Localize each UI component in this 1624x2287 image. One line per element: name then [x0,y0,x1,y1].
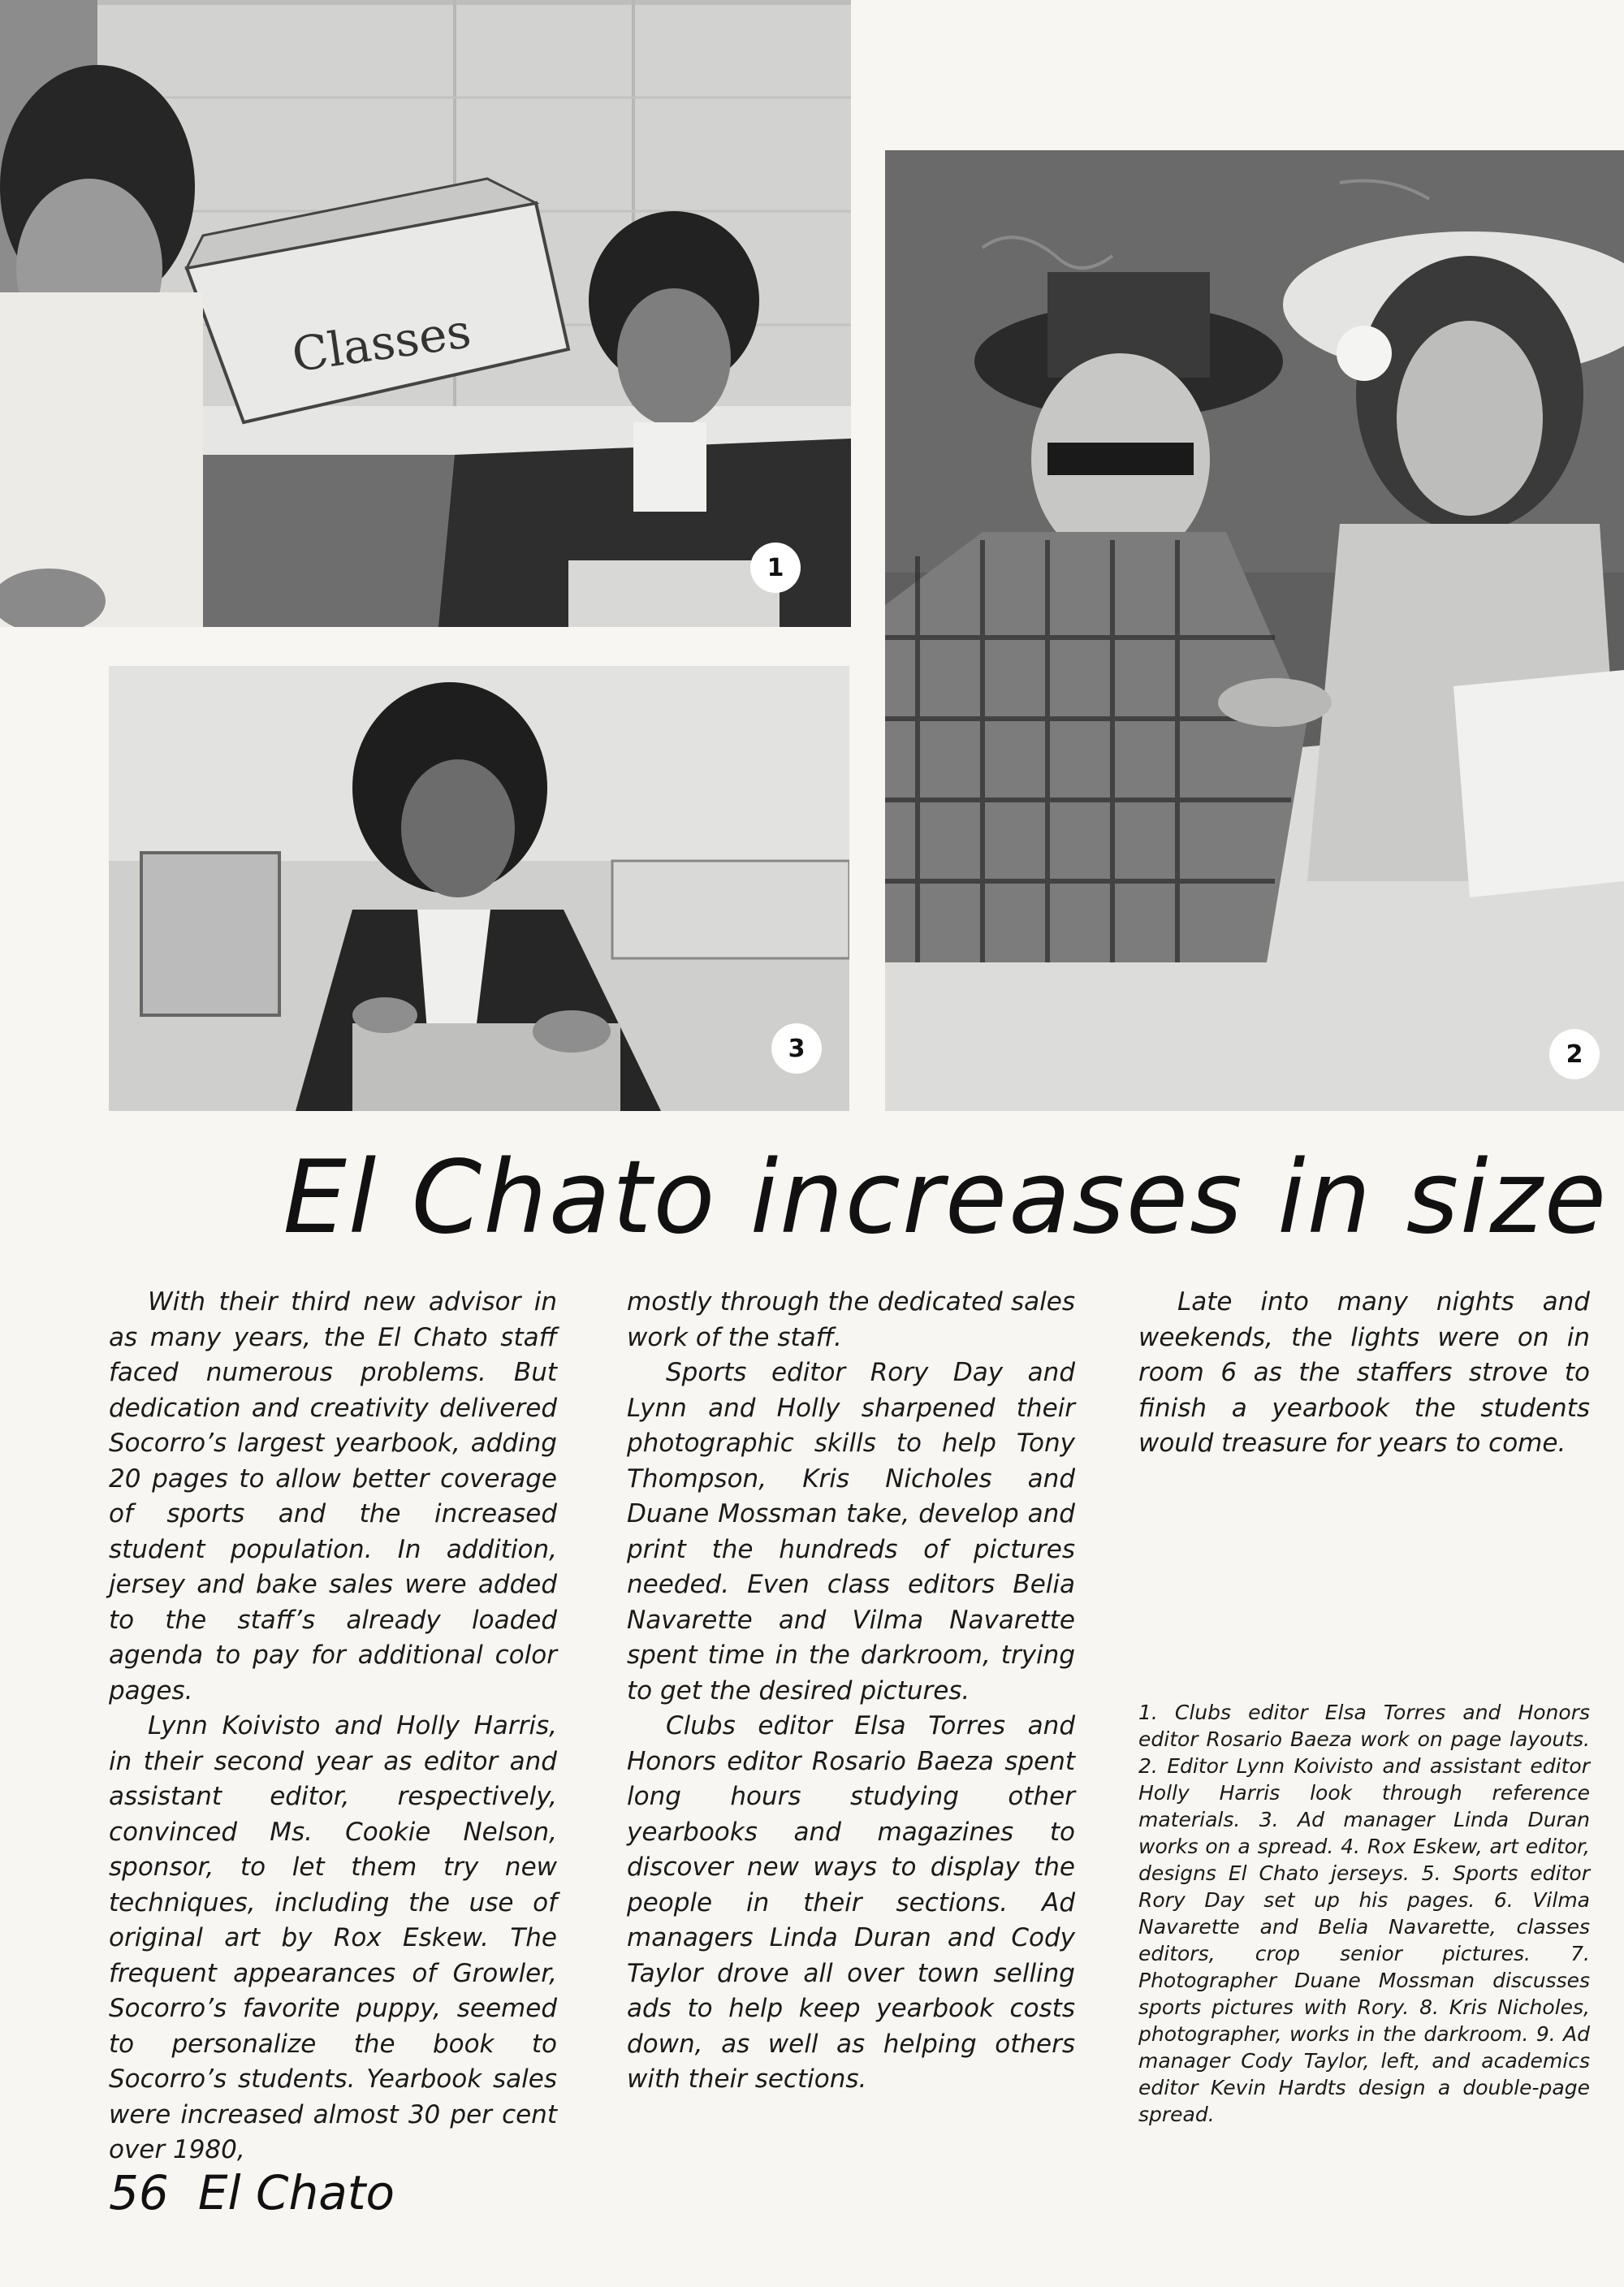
classes-box-label: Classes [288,303,474,383]
headline: El Chato increases in size [283,1139,1608,1256]
photo-2-image [885,150,1624,1111]
article-paragraph: Sports editor Rory Day and Lynn and Holly sharpened their photographic skills to help Tony Thompson, Kris Nicholes and Duane Mossman take, develop and print the hundreds of pictures needed. Even class editors Belia Navarette and Vilma Navarette spent time in the darkroom, trying to get the desired pictures. [627,1358,1075,1706]
photo-1-image [0,0,851,627]
article-paragraph: Late into many nights and weekends, the lights were on in room 6 as the staffers strove to finish a yearbook the students would treasure for years to come. [1138,1287,1590,1458]
article-column-3 [1138,1285,1590,1462]
photo-3-number: 3 [771,1023,822,1074]
photo-captions: 1. Clubs editor Elsa Torres and Honors editor Rosario Baeza work on page layouts. 2. Editor Lynn Koivisto and assistant editor Holly Harris look through reference materials. 3. Ad manager Linda Duran works on a spread. 4. Rox Eskew, art editor, designs El Chato jerseys. 5. Sports editor Rory Day set up his pages. 6. Vilma Navarette and Belia Navarette, classes editors, crop senior pictures. 7. Photographer Duane Mossman discusses sports pictures with Rory. 8. Kris Nicholes, photographer, works in the darkroom. 9. Ad manager Cody Taylor, left, and academics editor Kevin Hardts design a double-page spread. [1138,1701,1590,2126]
article-paragraph: Clubs editor Elsa Torres and Honors editor Rosario Baeza spent long hours studying other yearbooks and magazines to discover new ways to display the people in their sections. Ad managers Linda Duran and Cody Taylor drove all over town selling ads to help keep yearbook costs down, as well as helping others with their sections. [627,1711,1075,2094]
publication-name: El Chato [197,2165,395,2220]
page-number: 56 [109,2165,169,2220]
article-column-1 [109,1285,557,2168]
article-paragraph: With their third new advisor in as many years, the El Chato staff faced numerous problems. But dedication and creativity delivered Socorro’s largest yearbook, adding 20 pages to allow better coverage of sports and the increased student population. In addition, jersey and bake sales were added to the staff’s already loaded agenda to pay for additional color pages. [109,1287,557,1706]
article-paragraph-continued: mostly through the dedicated sales work of the staff. [627,1287,1075,1352]
photo-2-number: 2 [1549,1029,1600,1079]
photo-1 [0,0,851,627]
article-paragraph: Lynn Koivisto and Holly Harris, in their second year as editor and assistant editor, respectively, convinced Ms. Cookie Nelson, sponsor, to let them try new techniques, including the use of original art by Rox Eskew. The frequent appearances of Growler, Socorro’s favorite puppy, seemed to personalize the book to Socorro’s students. Yearbook sales were increased almost 30 per cent over 1980, [109,1711,557,2164]
photo-3 [109,666,849,1111]
article-column-2 [627,1285,1075,2098]
page-footer [109,2164,395,2221]
photo-3-image [109,666,849,1111]
photo-2 [885,150,1624,1111]
photo-1-number: 1 [750,543,801,593]
